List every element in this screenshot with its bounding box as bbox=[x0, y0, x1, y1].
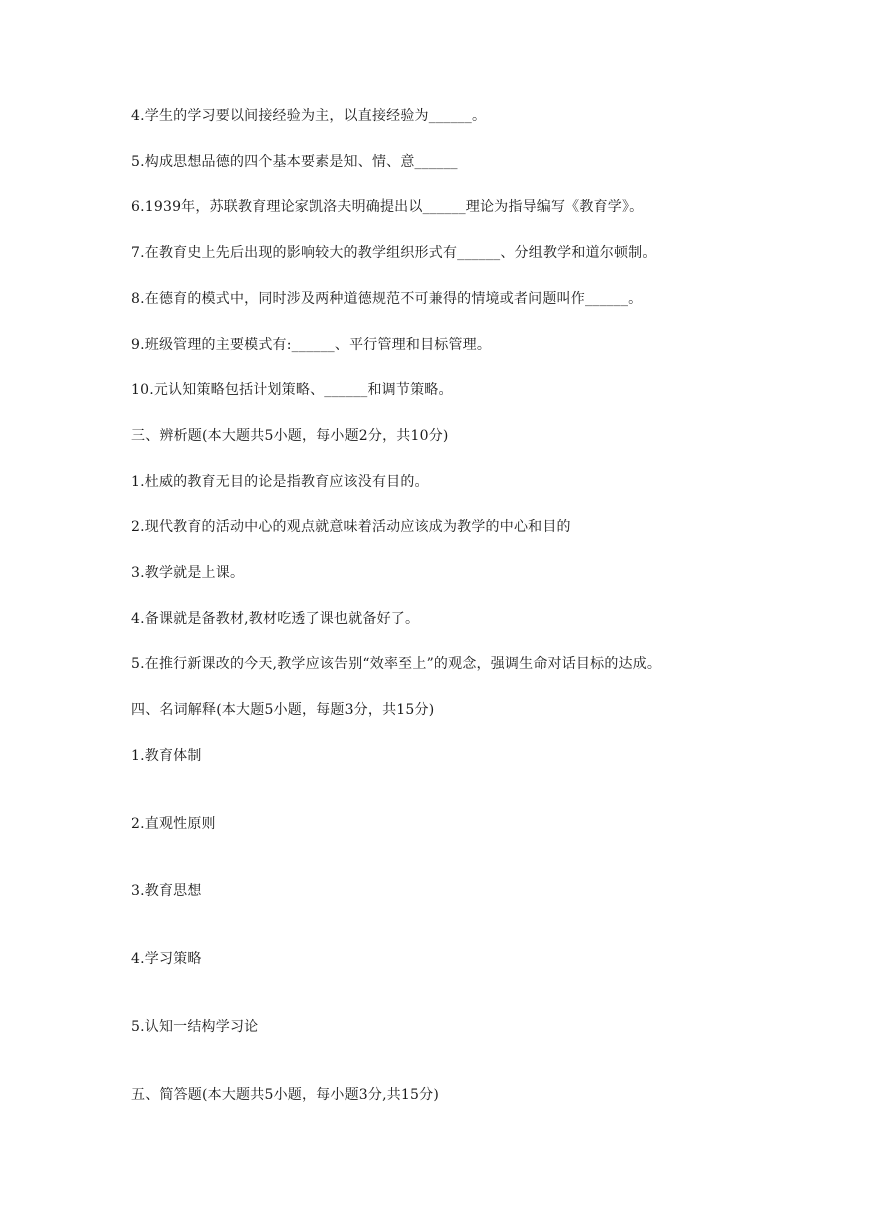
question-9-fill-blank: 9.班级管理的主要模式有:______、平行管理和目标管理。 bbox=[131, 337, 492, 353]
section-4-question-4: 4.学习策略 bbox=[131, 951, 202, 967]
section-3-heading: 三、辨析题(本大题共5小题，每小题2分，共10分) bbox=[131, 428, 449, 444]
section-3-question-3: 3.教学就是上课。 bbox=[131, 565, 245, 581]
section-5-heading: 五、简答题(本大题共5小题，每小题3分,共15分) bbox=[131, 1087, 440, 1103]
question-10-fill-blank: 10.元认知策略包括计划策略、______和调节策略。 bbox=[131, 382, 453, 398]
section-4-question-3: 3.教育思想 bbox=[131, 883, 202, 899]
section-4-heading: 四、名词解释(本大题5小题，每题3分，共15分) bbox=[131, 702, 435, 718]
question-6-fill-blank: 6.1939年，苏联教育理论家凯洛夫明确提出以______理论为指导编写《教育学》。 bbox=[131, 199, 644, 215]
section-3-question-4: 4.备课就是备教材,教材吃透了课也就备好了。 bbox=[131, 611, 420, 627]
question-7-fill-blank: 7.在教育史上先后出现的影响较大的教学组织形式有______、分组教学和道尔顿制。 bbox=[131, 245, 657, 261]
question-4-fill-blank: 4.学生的学习要以间接经验为主，以直接经验为______。 bbox=[131, 108, 487, 124]
section-4-question-1: 1.教育体制 bbox=[131, 748, 202, 764]
question-5-fill-blank: 5.构成思想品德的四个基本要素是知、情、意______ bbox=[131, 154, 458, 170]
section-4-question-5: 5.认知一结构学习论 bbox=[131, 1019, 259, 1035]
section-4-question-2: 2.直观性原则 bbox=[131, 816, 216, 832]
section-3-question-5: 5.在推行新课改的今天,教学应该告别“效率至上”的观念，强调生命对话目标的达成。 bbox=[131, 656, 662, 672]
section-3-question-1: 1.杜威的教育无目的论是指教育应该没有目的。 bbox=[131, 474, 429, 490]
section-3-question-2: 2.现代教育的活动中心的观点就意味着活动应该成为教学的中心和目的 bbox=[131, 519, 571, 535]
question-8-fill-blank: 8.在德育的模式中，同时涉及两种道德规范不可兼得的情境或者问题叫作______。 bbox=[131, 291, 643, 307]
